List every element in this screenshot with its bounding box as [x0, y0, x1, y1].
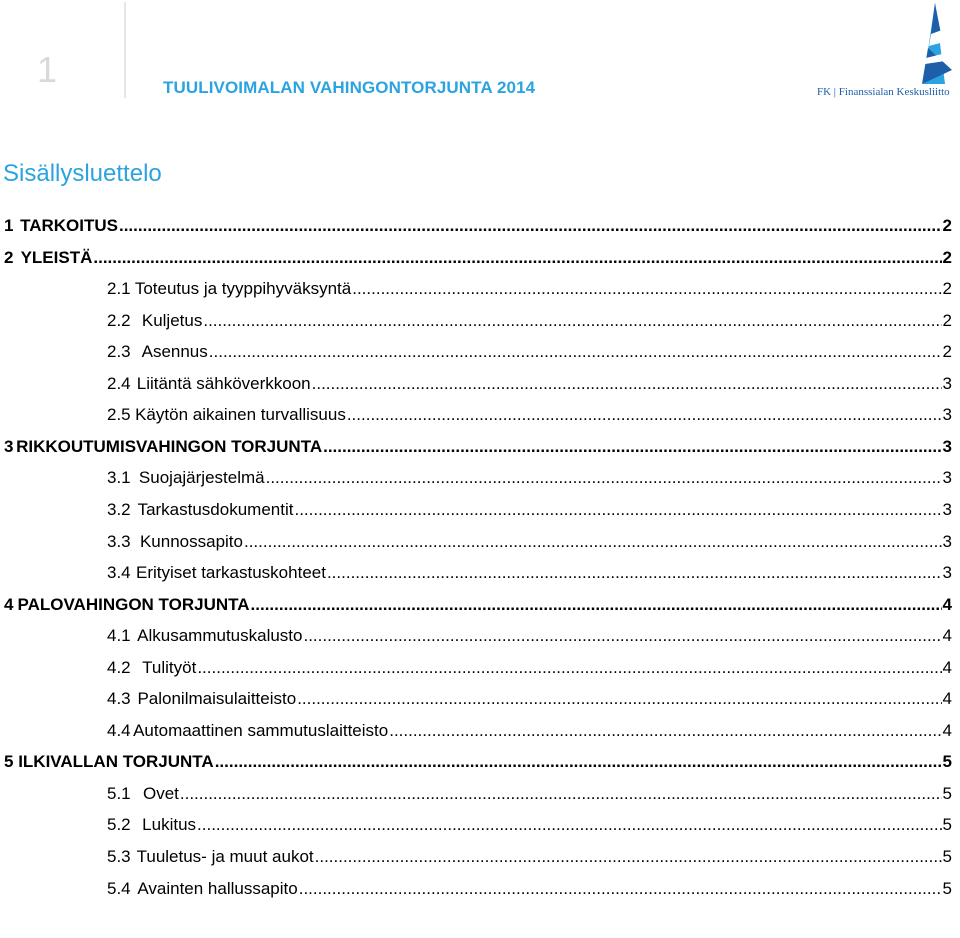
toc-entry-page: 4	[942, 720, 952, 740]
toc-dot-leader	[294, 500, 941, 520]
page-number: 1	[37, 49, 58, 90]
toc-entry-page: 4	[942, 689, 952, 709]
toc-entry-label: Avainten hallussapito	[137, 878, 298, 898]
toc-entry-label: Tulityöt	[142, 657, 197, 677]
toc-entry[interactable]	[107, 342, 952, 364]
toc-entry-page: 2	[942, 342, 952, 362]
toc-entry-label: PALOVAHINGON TORJUNTA	[17, 594, 250, 614]
toc-entry-label: ILKIVALLAN TORJUNTA	[18, 752, 214, 772]
toc-entry[interactable]	[107, 721, 952, 743]
toc-entry-label: RIKKOUTUMISVAHINGON TORJUNTA	[16, 436, 323, 456]
toc-entry[interactable]	[4, 752, 952, 774]
toc-entry-label: YLEISTÄ	[20, 247, 93, 267]
toc-dot-leader	[203, 311, 941, 331]
toc-entry[interactable]	[107, 689, 952, 711]
toc-dot-leader	[180, 784, 942, 804]
toc-dot-leader	[297, 689, 941, 709]
toc-entry-page: 3	[942, 531, 952, 551]
organization-logo	[812, 0, 960, 104]
toc-entry-page: 5	[942, 752, 952, 772]
toc-entry-number: 5	[4, 752, 14, 772]
toc-dot-leader	[323, 437, 941, 457]
toc-entry-label: TARKOITUS	[20, 216, 118, 235]
toc-entry-number: 3.1	[107, 468, 131, 488]
toc-entry-page: 2	[942, 216, 952, 235]
toc-entry[interactable]	[4, 437, 952, 459]
toc-dot-leader	[215, 752, 942, 772]
toc-entry[interactable]	[107, 879, 952, 901]
toc-entry[interactable]	[107, 500, 952, 522]
toc-entry-label: Alkusammutuskalusto	[137, 626, 303, 646]
toc-entry-page: 2	[942, 247, 952, 267]
toc-entry-number: 2.3	[107, 342, 131, 362]
toc-entry-page: 5	[942, 847, 952, 866]
toc-entry[interactable]	[4, 248, 952, 270]
toc-entry-page: 3	[942, 468, 952, 488]
toc-dot-leader	[347, 405, 942, 425]
toc-entry-page: 2	[942, 310, 952, 330]
toc-entry-label: Suojajärjestelmä	[138, 468, 265, 488]
toc-entry[interactable]	[107, 563, 952, 585]
toc-entry-number: 3.3	[107, 531, 131, 551]
toc-entry-label: Toteutus ja tyyppihyväksyntä	[134, 279, 352, 299]
toc-entry-number: 5.1	[107, 783, 131, 803]
toc-entry-page: 3	[942, 499, 952, 519]
toc-entry[interactable]	[4, 595, 952, 617]
toc-entry-label: Käytön aikainen turvallisuus	[135, 405, 346, 425]
toc-dot-leader	[209, 342, 942, 362]
toc-entry-number: 2.2	[107, 310, 131, 330]
toc-entry[interactable]	[107, 784, 952, 806]
toc-dot-leader	[197, 815, 942, 835]
toc-entry[interactable]	[107, 626, 952, 648]
toc-entry[interactable]	[107, 815, 952, 837]
toc-entry-label: Automaattinen sammutuslaitteisto	[133, 720, 389, 740]
toc-entry-page: 5	[942, 815, 952, 835]
toc-entry-number: 4.1	[107, 626, 131, 646]
toc-entry[interactable]	[4, 216, 952, 238]
toc-entry-number: 3	[4, 436, 14, 456]
toc-entry-label: Tuuletus- ja muut aukot	[136, 847, 314, 866]
toc-entry[interactable]	[107, 468, 952, 490]
toc-entry-number: 5.2	[107, 815, 131, 835]
toc-entry-number: 3.4	[107, 563, 131, 583]
toc-entry[interactable]	[107, 658, 952, 680]
toc-entry-page: 3	[942, 405, 952, 425]
header-divider	[124, 2, 126, 98]
toc-entry-number: 5.3	[107, 847, 131, 866]
toc-dot-leader	[299, 879, 942, 899]
document-title: TUULIVOIMALAN VAHINGONTORJUNTA 2014	[163, 78, 536, 97]
toc-entry-number: 4.3	[107, 689, 131, 709]
toc-entry-number: 2.1	[107, 279, 131, 299]
toc-entry-label: Palonilmaisulaitteisto	[137, 689, 297, 709]
toc-entry-page: 3	[942, 436, 952, 456]
toc-entry-page: 4	[942, 626, 952, 646]
toc-entry[interactable]	[107, 847, 952, 869]
toc-entry[interactable]	[107, 405, 952, 427]
toc-entry-number: 2	[4, 247, 14, 267]
toc-entry-page: 5	[942, 878, 952, 898]
toc-dot-leader	[389, 721, 941, 741]
toc-entry-page: 4	[942, 594, 952, 614]
toc-dot-leader	[303, 626, 941, 646]
toc-dot-leader	[312, 374, 942, 394]
toc-entry[interactable]	[107, 279, 952, 301]
toc-entry-page: 5	[942, 783, 952, 803]
toc-dot-leader	[352, 279, 941, 299]
toc-dot-leader	[251, 595, 942, 615]
toc-entry-label: Erityiset tarkastuskohteet	[136, 563, 326, 583]
toc-title: Sisällysluettelo	[3, 160, 162, 187]
toc-dot-leader	[197, 658, 941, 678]
toc-dot-leader	[244, 532, 942, 552]
toc-entry-number: 4.2	[107, 657, 131, 677]
logo-tree-icon	[812, 0, 960, 86]
toc-dot-leader	[315, 847, 942, 867]
toc-entry-label: Liitäntä sähköverkkoon	[136, 373, 311, 393]
toc-entry[interactable]	[107, 311, 952, 333]
toc-entry-label: Lukitus	[142, 815, 197, 835]
toc-dot-leader	[266, 468, 942, 488]
toc-entry-label: Ovet	[142, 783, 179, 803]
toc-entry-number: 1	[4, 216, 14, 235]
toc-dot-leader	[327, 563, 942, 583]
toc-entry[interactable]	[107, 532, 952, 554]
toc-entry-number: 4	[4, 594, 14, 614]
toc-entry-label: Tarkastusdokumentit	[137, 499, 294, 519]
toc-entry-label: Kunnossapito	[139, 531, 243, 551]
toc-entry-label: Asennus	[141, 342, 208, 362]
toc-entry-number: 4.4	[107, 720, 131, 740]
toc-entry-page: 4	[942, 657, 952, 677]
toc-dot-leader	[93, 248, 941, 268]
logo-text: FK | Finanssialan Keskusliitto	[817, 86, 950, 98]
toc-entry-number: 2.4	[107, 373, 131, 393]
toc-entry-number: 2.5	[107, 405, 131, 425]
toc-entry-number: 5.4	[107, 878, 131, 898]
toc-entry-page: 3	[942, 563, 952, 583]
toc-entry-label: Kuljetus	[141, 310, 203, 330]
toc-entry-page: 2	[942, 279, 952, 299]
toc-entry-number: 3.2	[107, 499, 131, 519]
toc-entry[interactable]	[107, 374, 952, 396]
toc-dot-leader	[119, 216, 942, 236]
toc-entry-page: 3	[942, 373, 952, 393]
